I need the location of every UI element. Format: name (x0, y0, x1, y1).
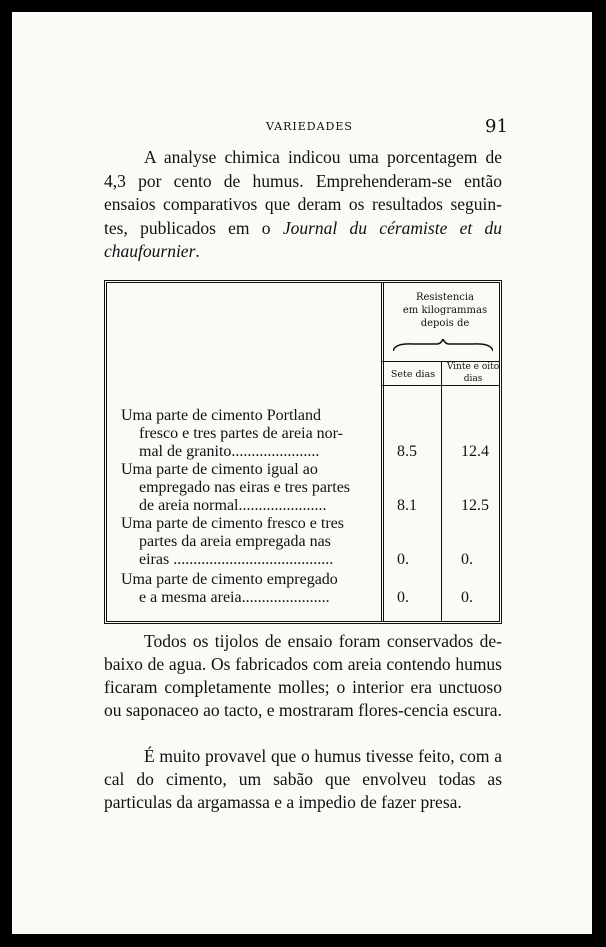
page-number: 91 (485, 116, 508, 137)
running-head-title: VARIEDADES (266, 120, 353, 133)
header-line: Vinte e oito (446, 362, 500, 372)
row-desc-line: Uma parte de cimento Portland (121, 407, 321, 424)
row-desc-line: fresco e tres partes de areia nor- (139, 425, 344, 442)
journal-title: Journal du céramiste et du chaufournier (104, 217, 502, 261)
header-resistencia (387, 291, 503, 330)
header-line: depois de (420, 318, 470, 329)
header-line: dias (463, 374, 483, 384)
paragraph-analysis-text: A analyse chimica indicou uma porcentagem de 4,3 por cento de humus. Emprehenderam-se então ensaios comparativos que deram os resultados seguin-tes, publicados em o (104, 147, 502, 238)
row-desc-line: partes da areia empregada nas (139, 533, 331, 550)
row-value-sete-dias: 0. (397, 551, 409, 568)
table-header-rule-bottom (381, 385, 499, 386)
book-page (12, 12, 592, 934)
table-row (121, 515, 379, 569)
header-sete-dias: Sete dias (390, 369, 436, 380)
header-line: em kilogrammas (402, 305, 488, 316)
header-line: Resistencia (415, 292, 475, 303)
row-value-vinte-oito-dias: 0. (461, 551, 473, 568)
row-desc-line: empregado nas eiras e tres partes (139, 479, 351, 496)
row-desc-line: mal de granito...................... (139, 443, 320, 460)
row-value-sete-dias: 8.1 (397, 497, 417, 514)
table-divider-columns (441, 361, 442, 621)
results-table (104, 280, 502, 624)
header-vinte-oito-dias (443, 361, 503, 385)
paragraph-bricks: Todos os tijolos de ensaio foram conservados de-baixo de agua. Os fabricados com areia contendo humus ficaram completamente molles; o interior era unctuoso ou saponaceo ao tacto, e mostraram flores-cencia escura. (104, 631, 502, 720)
table-row (121, 461, 379, 515)
row-desc-line: e a mesma areia...................... (139, 589, 330, 606)
row-value-vinte-oito-dias: 12.5 (461, 497, 489, 514)
row-value-vinte-oito-dias: 0. (461, 589, 473, 606)
header-brace (393, 339, 493, 353)
paragraph-conclusion: É muito provavel que o humus tivesse feito, com a cal do cimento, um sabão que envolveu todas as particulas da argamassa e a impedio de fazer presa. (104, 746, 502, 812)
table-row (121, 407, 379, 461)
table-row (121, 571, 379, 607)
row-desc-line: Uma parte de cimento igual ao (121, 461, 318, 478)
table-divider-main (381, 283, 384, 621)
row-desc-line: Uma parte de cimento fresco e tres (121, 515, 345, 532)
row-desc-line: eiras ........................................ (139, 551, 334, 568)
paragraph-analysis (104, 146, 502, 264)
row-value-vinte-oito-dias: 12.4 (461, 443, 489, 460)
paragraph-analysis-end: . (195, 241, 200, 261)
row-desc-line: de areia normal...................... (139, 497, 327, 514)
row-value-sete-dias: 0. (397, 589, 409, 606)
row-desc-line: Uma parte de cimento empregado (121, 571, 338, 588)
running-head (12, 116, 592, 140)
row-value-sete-dias: 8.5 (397, 443, 417, 460)
